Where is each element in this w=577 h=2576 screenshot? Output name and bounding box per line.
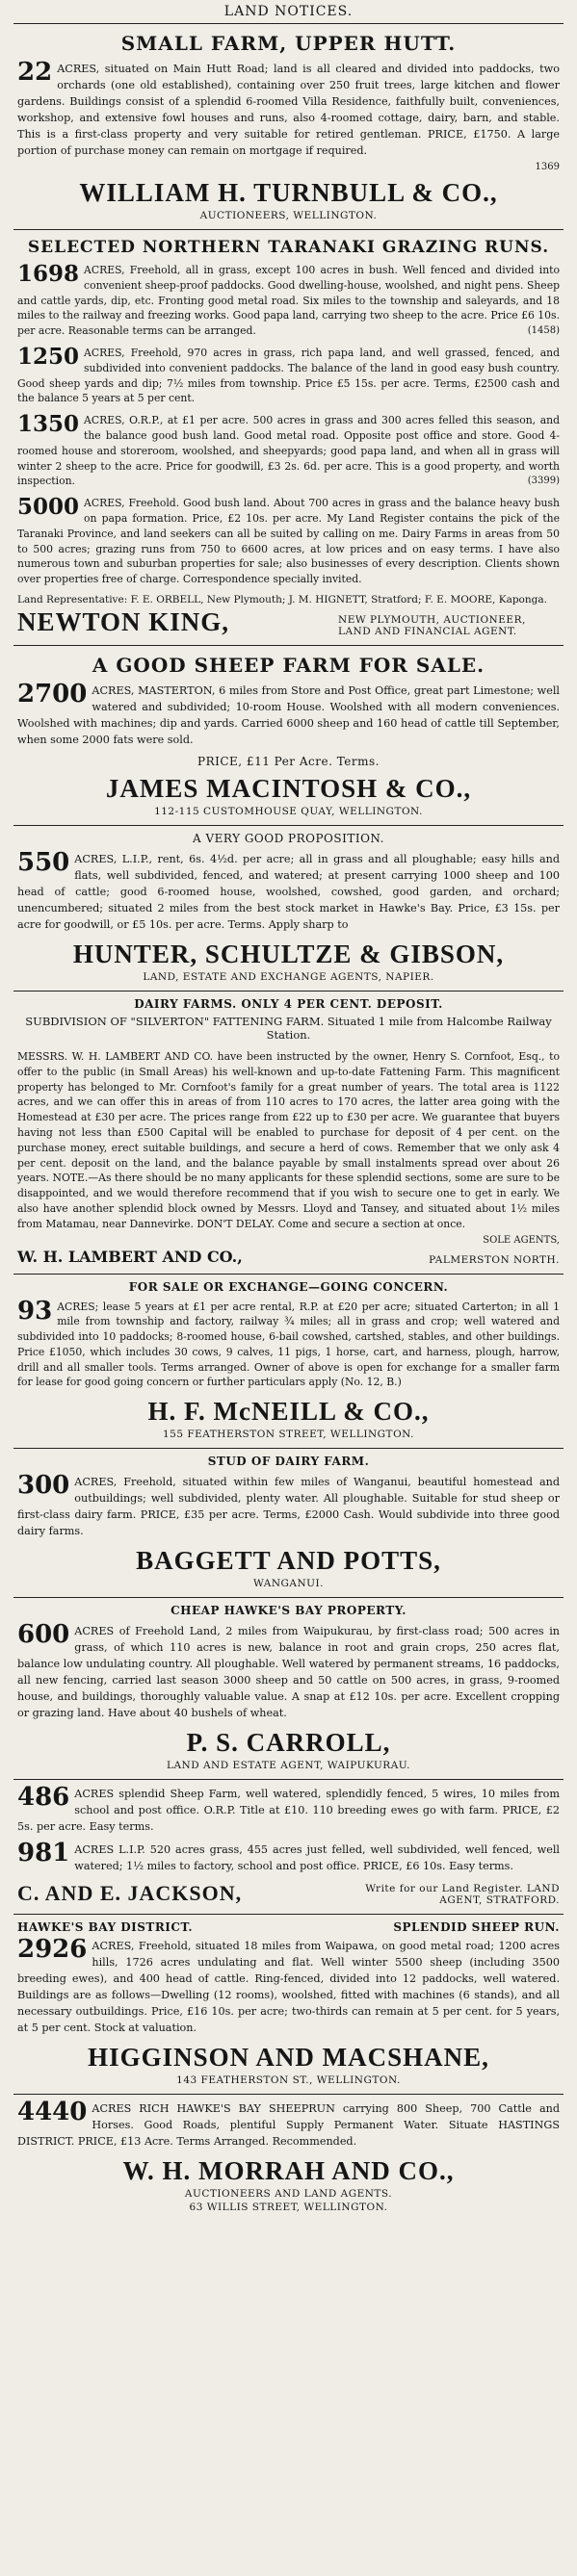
ad-subtitle: FOR SALE OR EXCHANGE—GOING CONCERN. [128, 1279, 449, 1294]
firm-name: JAMES MACINTOSH & CO., [105, 773, 472, 803]
firm-name: P. S. CARROLL, [186, 1728, 391, 1758]
firm-name: NEWTON KING, [17, 606, 230, 636]
ad-ref: (3399) [527, 476, 560, 487]
newspaper-page [13, 0, 564, 2221]
firm-place: PALMERSTON NORTH. [429, 1253, 560, 1266]
ad-title: A GOOD SHEEP FARM FOR SALE. [92, 653, 485, 677]
acres-number: 93 [17, 1296, 53, 1326]
firm-sub: AUCTIONEERS AND LAND AGENTS. [184, 2188, 393, 2201]
land-representative: Land Representative: F. E. ORBELL, New Plymouth; J. M. HIGNETT, Stratford; F. E. MOORE, Kaponga. [17, 593, 547, 605]
ad-item [17, 263, 560, 339]
ad-ref: (1458) [527, 325, 560, 337]
ad-body [17, 1296, 560, 1391]
ad-subtitle: CHEAP HAWKE'S BAY PROPERTY. [170, 1604, 407, 1618]
firm-sub: LAND AND ESTATE AGENT, WAIPUKURAU. [166, 1760, 411, 1772]
firm-name: BAGGETT AND POTTS, [136, 1546, 441, 1576]
ad-text: ACRES, Freehold, situated within few miles of Wanganui, beautiful homestead and outbuildings; well subdivided, plenty water. All ploughable. Suitable for stud sheep or first-class dairy farm. PRICE, £35 per acre. Terms, £2000 Cash. Would subdivide into three good dairy farms. [17, 1476, 560, 1538]
ad-stud-dairy [13, 1448, 564, 1597]
ad-ref: 1369 [535, 162, 560, 172]
firm-name: H. F. McNEILL & CO., [147, 1397, 430, 1427]
ad-item [17, 1839, 560, 1874]
ad-item [17, 1783, 560, 1835]
ad-body [17, 58, 560, 159]
sole-agents: SOLE AGENTS, [483, 1234, 560, 1246]
firm-sub: Write for our Land Register. LAND AGENT, STRATFORD. [365, 1883, 560, 1907]
ad-text: ACRES, Freehold, situated 18 miles from Waipawa, on good metal road; 1200 acres hills, 1726 acres undulating and flat. Well winter 5500 sheep (including 3500 breeding ewes), and 400 head of cattle. Ring-fenced, divided into 12 paddocks, well watered. Buildings are as follows—Dwelling (12 rooms), woolshed, fitted with machines (6 stands), and all necessary outbuildings. Price, £16 10s. per acre; two-thirds can remain at 5 per cent. for 5 years, at 5 per cent. Stock at valuation. [17, 1940, 560, 2035]
acres-number: 486 [17, 1783, 70, 1813]
acres-number: 600 [17, 1620, 70, 1650]
ad-sheep-farm [13, 645, 564, 825]
acres-number: 5000 [17, 494, 80, 521]
ad-text: ACRES, O.R.P., at £1 per acre. 500 acres in grass and 300 acres felled this season, and the balance good bush land. Good metal road. Opposite post office and store. Good 4-roomed house and storeroom, woolshed, and sheepyards; good papa land, and when all in grass will winter 2 sheep to the acre. Price for goodwill, £3 2s. 6d. per acre. This is a good property, and worth inspection. [17, 414, 560, 488]
firm-name: W. H. LAMBERT AND CO., [17, 1247, 243, 1266]
firm-name: HIGGINSON AND MACSHANE, [88, 2043, 489, 2073]
ad-good-proposition [13, 825, 564, 991]
acres-number: 550 [17, 847, 70, 877]
ad-title: SELECTED NORTHERN TARANAKI GRAZING RUNS. [27, 238, 550, 257]
firm-sub: LAND, ESTATE AND EXCHANGE AGENTS, NAPIER. [143, 970, 434, 983]
ad-text: ACRES, Freehold. Good bush land. About 700 acres in grass and the balance heavy bush on papa formation. Price, £2 10s. per acre. My Land Register contains the pick of the Taranaki Province, and land seekers can all be suited by calling on me. Dairy Farms in areas from 50 to 500 acres; grazing runs from 750 to 6600 acres, at low prices and on easy terms. I have also numerous town and suburban properties for sale; also businesses of every description. Clients shown over properties free of charge. Correspondence specially invited. [17, 497, 560, 586]
firm-line [17, 1248, 560, 1266]
firm-sub: 143 FEATHERSTON ST., WELLINGTON. [176, 2074, 401, 2087]
ad-text: ACRES RICH HAWKE'S BAY SHEEPRUN carrying 800 Sheep, 700 Cattle and Horses. Good Roads, plentiful Supply Permanent Water. Situate HASTINGS DISTRICT. PRICE, £13 Acre. Terms Arranged. Recommended. [17, 2102, 560, 2149]
acres-number: 1250 [17, 343, 80, 370]
firm-name: C. AND E. JACKSON, [17, 1881, 243, 1906]
ad-sale-exchange [13, 1274, 564, 1449]
ad-subtitle-left: HAWKE'S BAY DISTRICT. [17, 1920, 194, 1935]
ad-text: ACRES, situated on Main Hutt Road; land is all cleared and divided into paddocks, two orchards (one old established), containing over 250 fruit trees, large kitchen and flower gardens. Buildings consist of a splendid 6-roomed Villa Residence, faithfully built, conveniences, workshop, and extensive fowl houses and runs, also 4-roomed cottage, dairy, barn, and stable. This is a first-class property and very suitable for retired gentleman. PRICE, £1750. A large portion of purchase money can remain on mortgage if required. [17, 63, 560, 157]
ad-body [17, 1620, 560, 1721]
acres-number: 2926 [17, 1935, 88, 1965]
ad-small-farm [13, 23, 564, 229]
ad-text: ACRES, L.I.P., rent, 6s. 4½d. per acre; all in grass and all ploughable; easy hills and flats, well subdivided, fenced, and watered; at present carrying 1000 sheep and 100 head of cattle; good 6-roomed house, woolshed, cowshed, good garden, and orchard; unencumbered; situated 2 miles from the best stock market in Hawke's Bay. Price, £3 15s. per acre for goodwill, or £5 10s. per acre. Terms. Apply sharp to [17, 852, 560, 931]
ad-sheep-run [13, 1914, 564, 2094]
firm-sub: AUCTIONEERS, WELLINGTON. [199, 210, 378, 221]
ad-price: PRICE, £11 Per Acre. Terms. [197, 754, 380, 768]
acres-number: 981 [17, 1839, 70, 1868]
ad-morrah [13, 2094, 564, 2221]
ad-subtitle-right: SPLENDID SHEEP RUN. [393, 1920, 560, 1935]
ad-text: ACRES, Freehold, all in grass, except 100 acres in bush. Well fenced and divided into convenient sheep-proof paddocks. Good dwelling-house, woolshed, and night pens. Sheep and cattle yards, dip, etc. Fronting good metal road. Six miles to the township and saleyards, and 18 miles to the railway and freezing works. Good papa land, carrying two sheep to the acre. Price £6 10s. per acre. Reasonable terms can be arranged. [17, 264, 560, 338]
firm-sub: WANGANUI. [252, 1578, 325, 1590]
acres-number: 1698 [17, 261, 80, 287]
ad-text: ACRES, Freehold, 970 acres in grass, rich papa land, and well grassed, fenced, and subdivided into convenient paddocks. The balance of the land in good easy bush country. Good sheep yards and dip; 7½ miles from township. Price £5 15s. per acre. Terms, £2500 cash and the balance 5 years at 5 per cent. [17, 346, 560, 405]
ad-subtitle: DAIRY FARMS. ONLY 4 PER CENT. DEPOSIT. [134, 996, 443, 1011]
acres-number: 4440 [17, 2098, 88, 2127]
firm-name: WILLIAM H. TURNBULL & CO., [79, 178, 498, 207]
ad-body [17, 679, 560, 748]
ad-body [17, 1935, 560, 2036]
ad-taranaki-runs [13, 229, 564, 645]
ad-item [17, 343, 560, 406]
ad-jackson [13, 1779, 564, 1914]
firm-sub: 112-115 CUSTOMHOUSE QUAY, WELLINGTON. [154, 805, 423, 817]
acres-number: 2700 [17, 679, 88, 708]
ad-text: ACRES L.I.P. 520 acres grass, 455 acres just felled, well subdivided, well fenced, well watered; 1½ miles to factory, school and post office. PRICE, £6 10s. Easy terms. [74, 1843, 560, 1873]
ad-dairy-farms [13, 991, 564, 1274]
ad-text: ACRES splendid Sheep Farm, well watered, splendidly fenced, 5 wires, 10 miles from school and post office. O.R.P. Title at £10. 110 breeding ewes go with farm. PRICE, £2 5s. per acre. Easy terms. [17, 1788, 560, 1834]
page-heading: LAND NOTICES. [223, 4, 354, 19]
ad-subtitle: STUD OF DAIRY FARM. [207, 1455, 370, 1469]
firm-line [17, 607, 560, 637]
firm-name: W. H. MORRAH AND CO., [122, 2156, 455, 2186]
firm-sub: 155 FEATHERSTON STREET, WELLINGTON. [162, 1429, 415, 1441]
ad-subtitle-2: SUBDIVISION OF "SILVERTON" FATTENING FARM. Situated 1 mile from Halcombe Railway Station. [25, 1014, 552, 1042]
ad-hawkes-bay-cheap [13, 1597, 564, 1779]
firm-name: HUNTER, SCHULTZE & GIBSON, [72, 939, 505, 968]
ad-text: ACRES of Freehold Land, 2 miles from Waipukurau, by first-class road; 500 acres in grass, of which 110 acres is new, balance in root and grain crops, 250 acres flat, balance low undulating country. All ploughable. Well watered by permanent streams, 16 paddocks, all new fencing, carried last season 3000 sheep and 50 cattle on 500 acres, in grass, 9-roomed house, and buildings, thoroughly valuable value. A snap at £12 10s. per acre. Excellent cropping or grazing land. Have about 40 bushels of wheat. [17, 1625, 560, 1720]
acres-number: 300 [17, 1471, 70, 1501]
ad-item [17, 496, 560, 587]
firm-line [17, 1881, 560, 1906]
ad-title: SMALL FARM, UPPER HUTT. [120, 32, 457, 55]
acres-number: 22 [17, 58, 53, 87]
firm-sub: NEW PLYMOUTH, AUCTIONEER, LAND AND FINANCIAL AGENT. [338, 613, 526, 637]
ad-body [17, 847, 560, 933]
firm-sub-2: 63 WILLIS STREET, WELLINGTON. [189, 2202, 388, 2214]
ad-body [17, 2100, 560, 2150]
ad-body: MESSRS. W. H. LAMBERT AND CO. have been instructed by the owner, Henry S. Cornfoot, Esq., to offer to the public (in Small Areas) his well-known and up-to-date Fattening Farm. This magnificent property has belonged to Mr. Cornfoot's family for a great number of years. The total area is 1122 acres, and we can offer this in areas of from 110 acres to 170 acres, the latter area going with the Homestead at £30 per acre. The prices range from £22 up to £30 per acre. We guarantee that buyers having not less than £500 Capital will be enabled to purchase for deposit of 4 per cent. on the purchase money, erect suitable buildings, and secure a herd of cows. Remember that we only ask 4 per cent. deposit on the land, and the balance payable by small instalments spread over about 26 years. NOTE.—As there should be no many applicants for these splendid sections, some are sure to be disappointed, and we would therefore recommend that if you wish to secure one to get in early. We also have another splendid block owned by Messrs. Lloyd and Tansey, and situated about 1½ miles from Matamau, near Dannevirke. DON'T DELAY. Come and secure a section at once. [17, 1049, 560, 1230]
ad-text: ACRES, MASTERTON, 6 miles from Store and Post Office, great part Limestone; well watered and subdivided; 10-room House. Woolshed with all modern conveniences. Woolshed with machines; dip and yards. Carried 6000 sheep and 160 head of cattle till September, when some 2000 fats were sold. [17, 683, 560, 746]
ad-subtitle-line [17, 1920, 560, 1934]
ad-item [17, 413, 560, 489]
ad-body [17, 1471, 560, 1539]
acres-number: 1350 [17, 411, 80, 438]
ad-text: ACRES; lease 5 years at £1 per acre rental, R.P. at £20 per acre; situated Carterton; in all 1 mile from township and factory, railway ¾ miles; all in grass and crop; well watered and subdivided into 10 paddocks; 8-roomed house, 6-bail cowshed, cartshed, stables, and other buildings. Price £1050, which includes 30 cows, 9 calves, 11 pigs, 1 horse, cart, and harness, plough, harrow, drill and all smaller tools. Terms arranged. Owner of above is open for exchange for a smaller farm for lease for good going concern or further particulars apply (No. 12, B.) [17, 1300, 560, 1389]
ad-subtitle: A VERY GOOD PROPOSITION. [193, 831, 384, 845]
